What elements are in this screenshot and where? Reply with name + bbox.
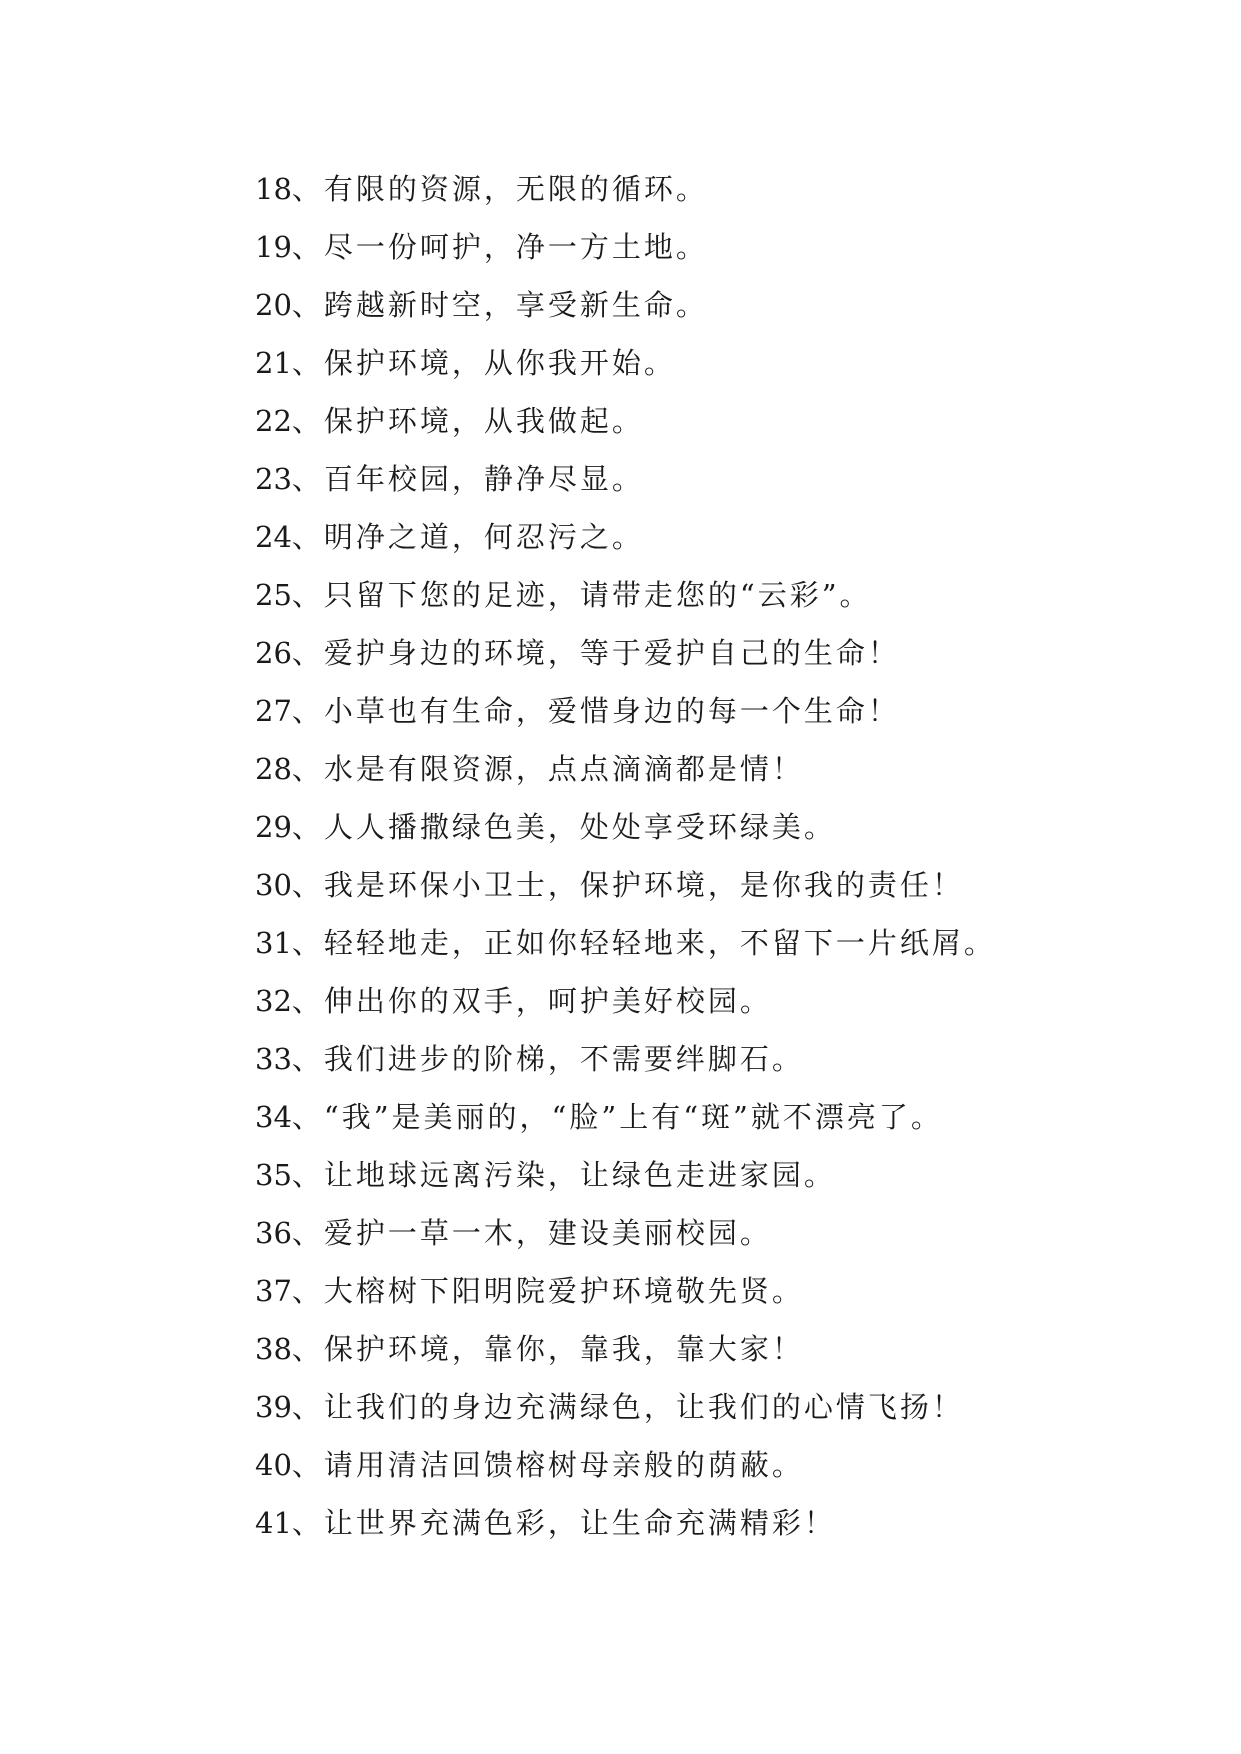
list-item <box>255 1204 1155 1262</box>
item-text: 、爱护身边的环境，等于爱护自己的生命！ <box>291 636 900 670</box>
list-item <box>255 972 1155 1030</box>
list-item <box>255 798 1155 856</box>
item-text: 、爱护一草一木，建设美丽校园。 <box>291 1216 772 1250</box>
item-number: 38 <box>255 1332 292 1366</box>
item-number: 19 <box>255 230 292 264</box>
list-item <box>255 1320 1155 1378</box>
list-item <box>255 218 1155 276</box>
item-number: 30 <box>255 868 292 902</box>
list-item <box>255 160 1155 218</box>
item-number: 25 <box>255 578 292 612</box>
item-text: 、请用清洁回馈榕树母亲般的荫蔽。 <box>291 1448 804 1482</box>
item-number: 27 <box>255 694 292 728</box>
list-item <box>255 740 1155 798</box>
item-number: 37 <box>255 1274 292 1308</box>
list-item <box>255 276 1155 334</box>
item-number: 41 <box>255 1506 292 1540</box>
list-item <box>255 1262 1155 1320</box>
item-number: 23 <box>255 462 292 496</box>
item-number: 35 <box>255 1158 292 1192</box>
list-item <box>255 508 1155 566</box>
list-item <box>255 624 1155 682</box>
item-number: 26 <box>255 636 292 670</box>
item-number: 29 <box>255 810 292 844</box>
list-item <box>255 856 1155 914</box>
item-text: 、只留下您的足迹，请带走您的“云彩”。 <box>291 578 872 612</box>
list-item <box>255 334 1155 392</box>
item-text: 、保护环境，靠你，靠我，靠大家！ <box>291 1332 804 1366</box>
item-number: 34 <box>255 1100 292 1134</box>
list-item <box>255 1030 1155 1088</box>
list-item <box>255 1494 1155 1552</box>
item-text: 、大榕树下阳明院爱护环境敬先贤。 <box>291 1274 804 1308</box>
item-number: 20 <box>255 288 292 322</box>
list-item <box>255 392 1155 450</box>
list-item <box>255 1146 1155 1204</box>
list-item <box>255 1436 1155 1494</box>
list-item <box>255 450 1155 508</box>
list-item <box>255 1088 1155 1146</box>
item-text: 、明净之道，何忍污之。 <box>291 520 644 554</box>
slogan-list <box>255 160 1155 1552</box>
item-text: 、让我们的身边充满绿色，让我们的心情飞扬！ <box>291 1390 964 1424</box>
item-text: 、水是有限资源，点点滴滴都是情！ <box>291 752 804 786</box>
item-number: 28 <box>255 752 292 786</box>
item-text: 、让世界充满色彩，让生命充满精彩！ <box>291 1506 836 1540</box>
item-number: 24 <box>255 520 292 554</box>
item-number: 21 <box>255 346 292 380</box>
item-text: 、轻轻地走，正如你轻轻地来，不留下一片纸屑。 <box>291 926 996 960</box>
item-text: 、有限的资源，无限的循环。 <box>291 172 708 206</box>
item-number: 31 <box>255 926 292 960</box>
item-number: 36 <box>255 1216 292 1250</box>
item-text: 、跨越新时空，享受新生命。 <box>291 288 708 322</box>
item-text: 、小草也有生命，爱惜身边的每一个生命！ <box>291 694 900 728</box>
item-number: 32 <box>255 984 292 1018</box>
item-text: 、人人播撒绿色美，处处享受环绿美。 <box>291 810 836 844</box>
list-item <box>255 566 1155 624</box>
item-text: 、保护环境，从你我开始。 <box>291 346 676 380</box>
item-text: 、我们进步的阶梯，不需要绊脚石。 <box>291 1042 804 1076</box>
item-text: 、保护环境，从我做起。 <box>291 404 644 438</box>
item-text: 、百年校园，静净尽显。 <box>291 462 644 496</box>
item-number: 22 <box>255 404 292 438</box>
item-number: 33 <box>255 1042 292 1076</box>
item-number: 18 <box>255 172 292 206</box>
item-text: 、我是环保小卫士，保护环境，是你我的责任！ <box>291 868 964 902</box>
item-text: 、让地球远离污染，让绿色走进家园。 <box>291 1158 836 1192</box>
list-item <box>255 682 1155 740</box>
item-text: 、“我”是美丽的，“脸”上有“斑”就不漂亮了。 <box>291 1100 943 1134</box>
list-item <box>255 1378 1155 1436</box>
list-item <box>255 914 1155 972</box>
item-text: 、尽一份呵护，净一方土地。 <box>291 230 708 264</box>
item-number: 39 <box>255 1390 292 1424</box>
item-text: 、伸出你的双手，呵护美好校园。 <box>291 984 772 1018</box>
item-number: 40 <box>255 1448 292 1482</box>
